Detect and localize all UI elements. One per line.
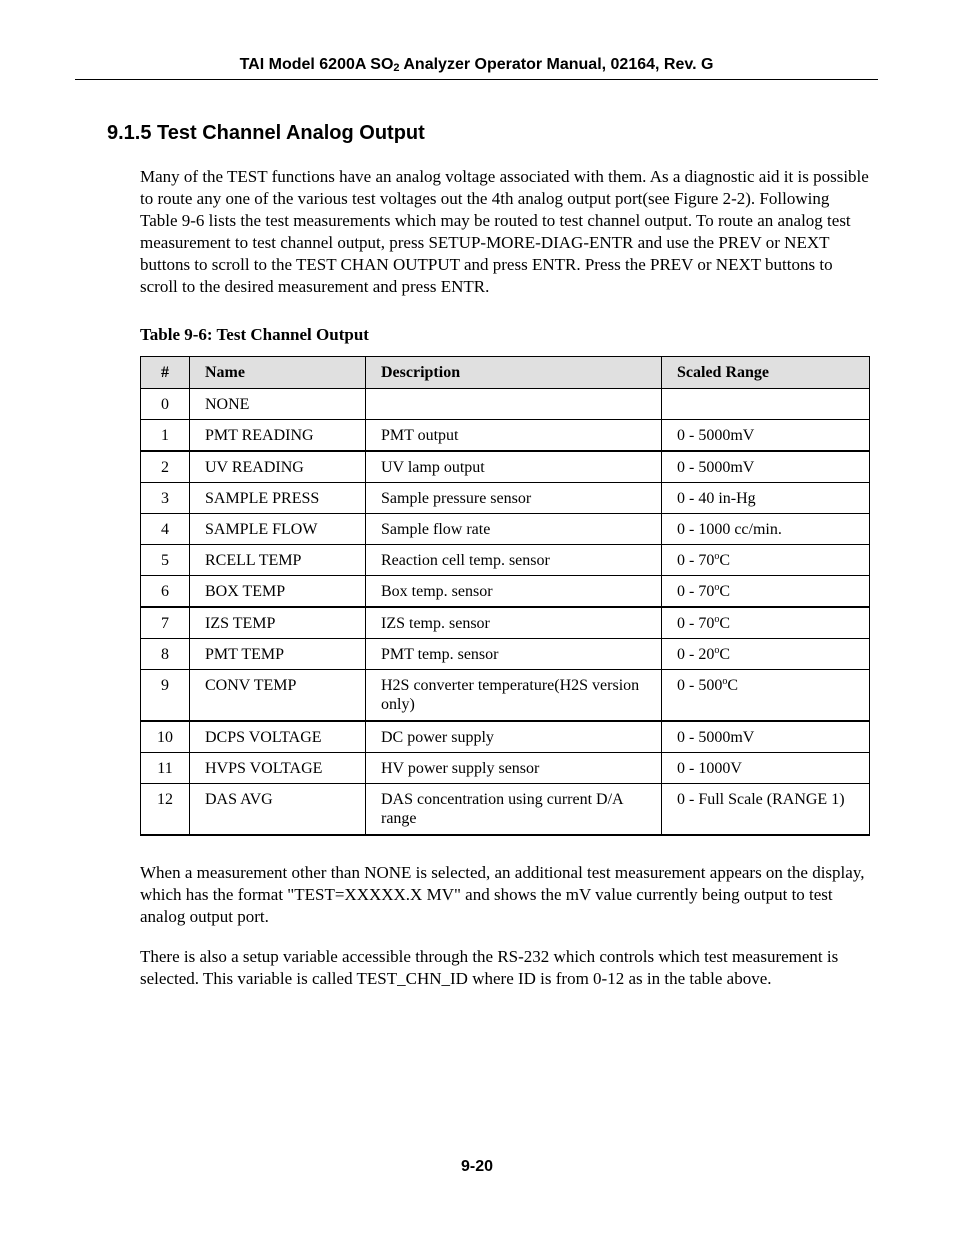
row-name: BOX TEMP	[190, 576, 366, 608]
row-description: DC power supply	[366, 721, 662, 753]
row-num: 8	[141, 639, 190, 670]
table-row	[141, 576, 870, 608]
row-description	[366, 389, 662, 420]
range-unit: C	[727, 677, 738, 694]
range-value: 0 - 70	[677, 615, 715, 632]
intro-paragraph: Many of the TEST functions have an analog voltage associated with them. As a diagnostic aid it is possible to route any one of the various test voltages out the 4th analog output port(see Figure 2-2). Following Table 9-6 lists the test measurements which may be routed to test channel output. To route an analog test measurement to test channel output, press SETUP-MORE-DIAG-ENTR and use the PREV or NEXT buttons to scroll to the TEST CHAN OUTPUT and press ENTR. Press the PREV or NEXT buttons to scroll to the desired measurement and press ENTR.	[140, 167, 869, 296]
row-name: RCELL TEMP	[190, 545, 366, 576]
row-name: UV READING	[190, 451, 366, 483]
row-num: 12	[141, 784, 190, 836]
range-unit: C	[719, 552, 730, 569]
row-description: Box temp. sensor	[366, 576, 662, 608]
table-caption: Table 9-6: Test Channel Output	[140, 325, 369, 344]
row-range: 0 - Full Scale (RANGE 1)	[662, 784, 870, 836]
header-scaled-range: Scaled Range	[662, 357, 870, 389]
row-range	[662, 639, 870, 670]
degree-mark: o	[714, 614, 720, 625]
degree-mark: o	[722, 676, 728, 687]
table-row	[141, 721, 870, 753]
header-rule	[75, 79, 878, 80]
row-name: DCPS VOLTAGE	[190, 721, 366, 753]
table-row	[141, 753, 870, 784]
table-row	[141, 784, 870, 836]
header-title-part2: Analyzer Operator Manual, 02164, Rev. G	[399, 56, 714, 73]
row-num: 3	[141, 483, 190, 514]
table-row	[141, 389, 870, 420]
degree-mark: o	[714, 645, 720, 656]
row-range	[662, 576, 870, 608]
row-range: 0 - 1000 cc/min.	[662, 514, 870, 545]
table-row	[141, 420, 870, 452]
range-value: 0 - 500	[677, 677, 723, 694]
row-range	[662, 389, 870, 420]
range-unit: C	[719, 615, 730, 632]
table-row	[141, 451, 870, 483]
row-num: 2	[141, 451, 190, 483]
row-num: 6	[141, 576, 190, 608]
row-name: DAS AVG	[190, 784, 366, 836]
setup-variable-paragraph: There is also a setup variable accessible through the RS-232 which controls which test measurement is selected. This variable is called TEST_CHN_ID where ID is from 0-12 as in the table above.	[140, 947, 839, 988]
section-title: 9.1.5 Test Channel Analog Output	[107, 122, 425, 144]
row-num: 0	[141, 389, 190, 420]
row-num: 10	[141, 721, 190, 753]
table-row	[141, 514, 870, 545]
row-name: PMT TEMP	[190, 639, 366, 670]
header-num: #	[141, 357, 190, 389]
row-name: HVPS VOLTAGE	[190, 753, 366, 784]
row-description: PMT output	[366, 420, 662, 452]
table-row	[141, 670, 870, 722]
row-description: DAS concentration using current D/A range	[366, 784, 662, 836]
row-num: 4	[141, 514, 190, 545]
range-value: 0 - 70	[677, 552, 715, 569]
row-description: Sample flow rate	[366, 514, 662, 545]
row-name: SAMPLE PRESS	[190, 483, 366, 514]
range-value: 0 - 20	[677, 646, 715, 663]
row-name: IZS TEMP	[190, 607, 366, 639]
table-header-row	[141, 357, 870, 389]
header-title-subscript: 2	[393, 62, 400, 74]
table-row	[141, 545, 870, 576]
row-num: 5	[141, 545, 190, 576]
table-row	[141, 483, 870, 514]
test-channel-table	[140, 356, 870, 836]
row-range: 0 - 40 in-Hg	[662, 483, 870, 514]
row-description: HV power supply sensor	[366, 753, 662, 784]
degree-mark: o	[714, 551, 720, 562]
row-num: 1	[141, 420, 190, 452]
range-value: 0 - 70	[677, 583, 715, 600]
header-title-part1: TAI Model 6200A SO	[239, 56, 394, 73]
row-description: UV lamp output	[366, 451, 662, 483]
row-range	[662, 545, 870, 576]
row-range: 0 - 1000V	[662, 753, 870, 784]
row-name: PMT READING	[190, 420, 366, 452]
row-range: 0 - 5000mV	[662, 721, 870, 753]
row-range: 0 - 5000mV	[662, 420, 870, 452]
row-description: Sample pressure sensor	[366, 483, 662, 514]
row-description: IZS temp. sensor	[366, 607, 662, 639]
row-range	[662, 607, 870, 639]
range-unit: C	[719, 646, 730, 663]
row-range: 0 - 5000mV	[662, 451, 870, 483]
running-header	[75, 56, 878, 74]
row-description: H2S converter temperature(H2S version only)	[366, 670, 662, 722]
table-row	[141, 607, 870, 639]
row-description: Reaction cell temp. sensor	[366, 545, 662, 576]
row-description: PMT temp. sensor	[366, 639, 662, 670]
row-num: 7	[141, 607, 190, 639]
row-name: CONV TEMP	[190, 670, 366, 722]
row-range	[662, 670, 870, 722]
table-row	[141, 639, 870, 670]
row-num: 9	[141, 670, 190, 722]
header-description: Description	[366, 357, 662, 389]
range-unit: C	[719, 583, 730, 600]
row-name: SAMPLE FLOW	[190, 514, 366, 545]
row-name: NONE	[190, 389, 366, 420]
degree-mark: o	[714, 582, 720, 593]
page-number: 9-20	[460, 1158, 494, 1175]
measurement-paragraph: When a measurement other than NONE is selected, an additional test measurement appears on the display, which has the format "TEST=XXXXX.X MV" and shows the mV value currently being output to test analog output port.	[140, 863, 865, 926]
header-name: Name	[190, 357, 366, 389]
row-num: 11	[141, 753, 190, 784]
